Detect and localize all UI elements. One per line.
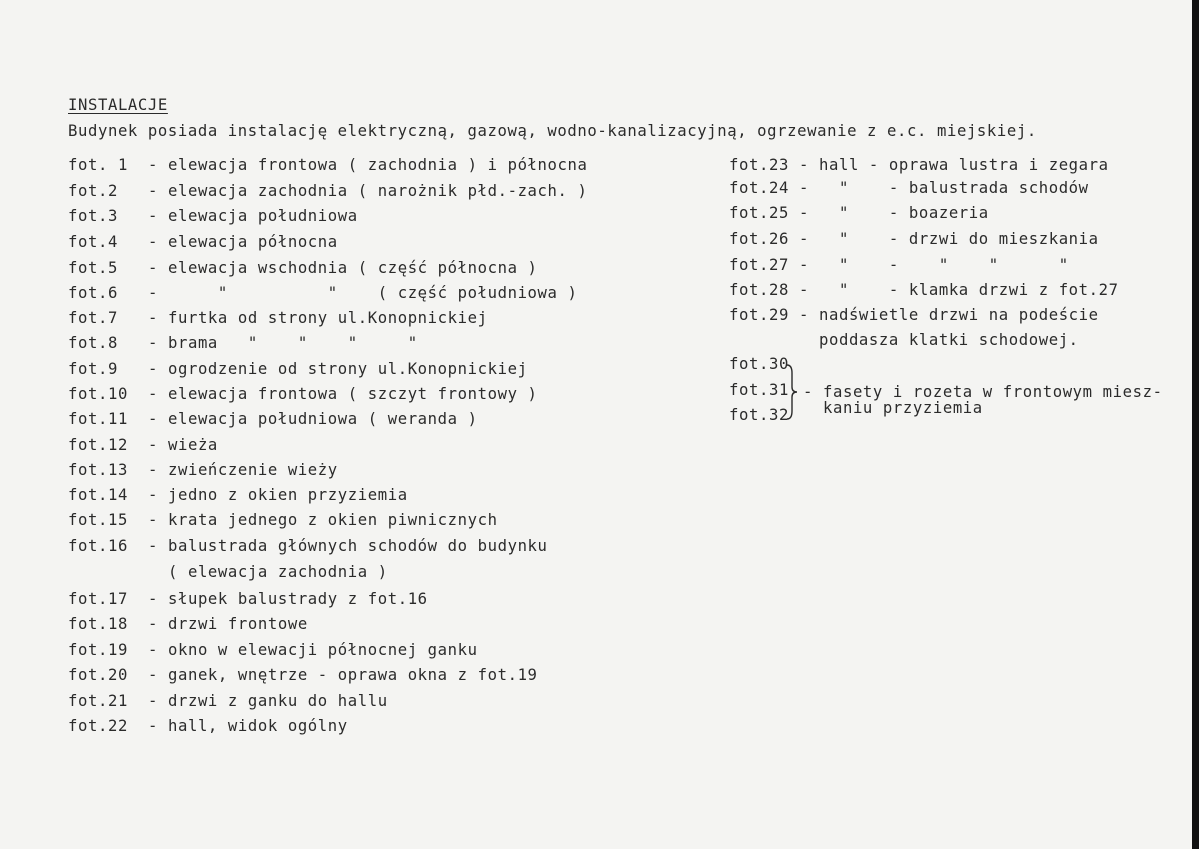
photo-description: - " - klamka drzwi z fot.27 xyxy=(799,281,1119,299)
photo-number: fot.20 xyxy=(68,666,128,684)
photo-number: fot.19 xyxy=(68,641,128,659)
photo-description: - hall - oprawa lustra i zegara xyxy=(799,156,1109,174)
photo-description: - elewacja frontowa ( zachodnia ) i północna xyxy=(148,156,588,174)
photo-description: poddasza klatki schodowej. xyxy=(799,331,1079,349)
photo-description: - elewacja wschodnia ( część północna ) xyxy=(148,259,538,277)
photo-description: - ogrodzenie od strony ul.Konopnickiej xyxy=(148,360,528,378)
grouped-description-line: kaniu przyziemia xyxy=(803,399,983,417)
photo-number: fot.15 xyxy=(68,511,128,529)
photo-number: fot.5 xyxy=(68,259,118,277)
photo-number: fot.29 xyxy=(729,306,789,324)
photo-number: fot.18 xyxy=(68,615,128,633)
photo-description: - krata jednego z okien piwnicznych xyxy=(148,511,498,529)
photo-number: fot.30 xyxy=(729,355,789,373)
photo-number: fot.2 xyxy=(68,182,118,200)
photo-number: fot.23 xyxy=(729,156,789,174)
photo-number: fot.4 xyxy=(68,233,118,251)
section-heading: INSTALACJE xyxy=(68,96,168,114)
photo-description: - " - boazeria xyxy=(799,204,989,222)
photo-number: fot.11 xyxy=(68,410,128,428)
photo-description: - " - drzwi do mieszkania xyxy=(799,230,1099,248)
photo-description: - " - balustrada schodów xyxy=(799,179,1089,197)
photo-description: - " - " " " xyxy=(799,256,1069,274)
photo-description: - elewacja zachodnia ( narożnik płd.-zach. ) xyxy=(148,182,588,200)
photo-number: fot.32 xyxy=(729,406,789,424)
photo-description: - zwieńczenie wieży xyxy=(148,461,338,479)
intro-paragraph: Budynek posiada instalację elektryczną, gazową, wodno-kanalizacyjną, ogrzewanie z e.c. miejskiej. xyxy=(68,122,1037,140)
photo-description: - hall, widok ogólny xyxy=(148,717,348,735)
photo-description: ( elewacja zachodnia ) xyxy=(148,563,388,581)
photo-number: fot.6 xyxy=(68,284,118,302)
grouped-photos xyxy=(729,357,1169,427)
photo-number: fot. 1 xyxy=(68,156,128,174)
photo-description: - elewacja południowa ( weranda ) xyxy=(148,410,478,428)
scan-edge xyxy=(1192,0,1199,849)
photo-number: fot.16 xyxy=(68,537,128,555)
photo-number: fot.27 xyxy=(729,256,789,274)
photo-description: - nadświetle drzwi na podeście xyxy=(799,306,1099,324)
photo-description: - elewacja południowa xyxy=(148,207,358,225)
photo-description: - brama " " " " xyxy=(148,334,418,352)
photo-number: fot.25 xyxy=(729,204,789,222)
photo-number: fot.10 xyxy=(68,385,128,403)
photo-description: - jedno z okien przyziemia xyxy=(148,486,408,504)
photo-description: - balustrada głównych schodów do budynku xyxy=(148,537,548,555)
photo-number: fot.9 xyxy=(68,360,118,378)
photo-number: fot.13 xyxy=(68,461,128,479)
grouped-description-line: - fasety i rozeta w frontowym miesz- xyxy=(803,383,1163,401)
photo-number: fot.12 xyxy=(68,436,128,454)
curly-brace-icon xyxy=(785,363,799,421)
photo-description: - " " ( część południowa ) xyxy=(148,284,578,302)
photo-description: - elewacja północna xyxy=(148,233,338,251)
photo-description: - słupek balustrady z fot.16 xyxy=(148,590,428,608)
photo-description: - okno w elewacji północnej ganku xyxy=(148,641,478,659)
photo-number: fot.22 xyxy=(68,717,128,735)
grouped-description xyxy=(803,384,1163,416)
photo-number: fot.28 xyxy=(729,281,789,299)
photo-description: - wieża xyxy=(148,436,218,454)
photo-number: fot.14 xyxy=(68,486,128,504)
photo-description: - drzwi frontowe xyxy=(148,615,308,633)
photo-description: - drzwi z ganku do hallu xyxy=(148,692,388,710)
photo-number: fot.8 xyxy=(68,334,118,352)
photo-description: - elewacja frontowa ( szczyt frontowy ) xyxy=(148,385,538,403)
photo-number: fot.17 xyxy=(68,590,128,608)
photo-description: - ganek, wnętrze - oprawa okna z fot.19 xyxy=(148,666,538,684)
photo-number: fot.26 xyxy=(729,230,789,248)
photo-number: fot.21 xyxy=(68,692,128,710)
photo-description: - furtka od strony ul.Konopnickiej xyxy=(148,309,488,327)
photo-number: fot.3 xyxy=(68,207,118,225)
photo-number: fot.31 xyxy=(729,381,789,399)
photo-number: fot.7 xyxy=(68,309,118,327)
photo-number: fot.24 xyxy=(729,179,789,197)
